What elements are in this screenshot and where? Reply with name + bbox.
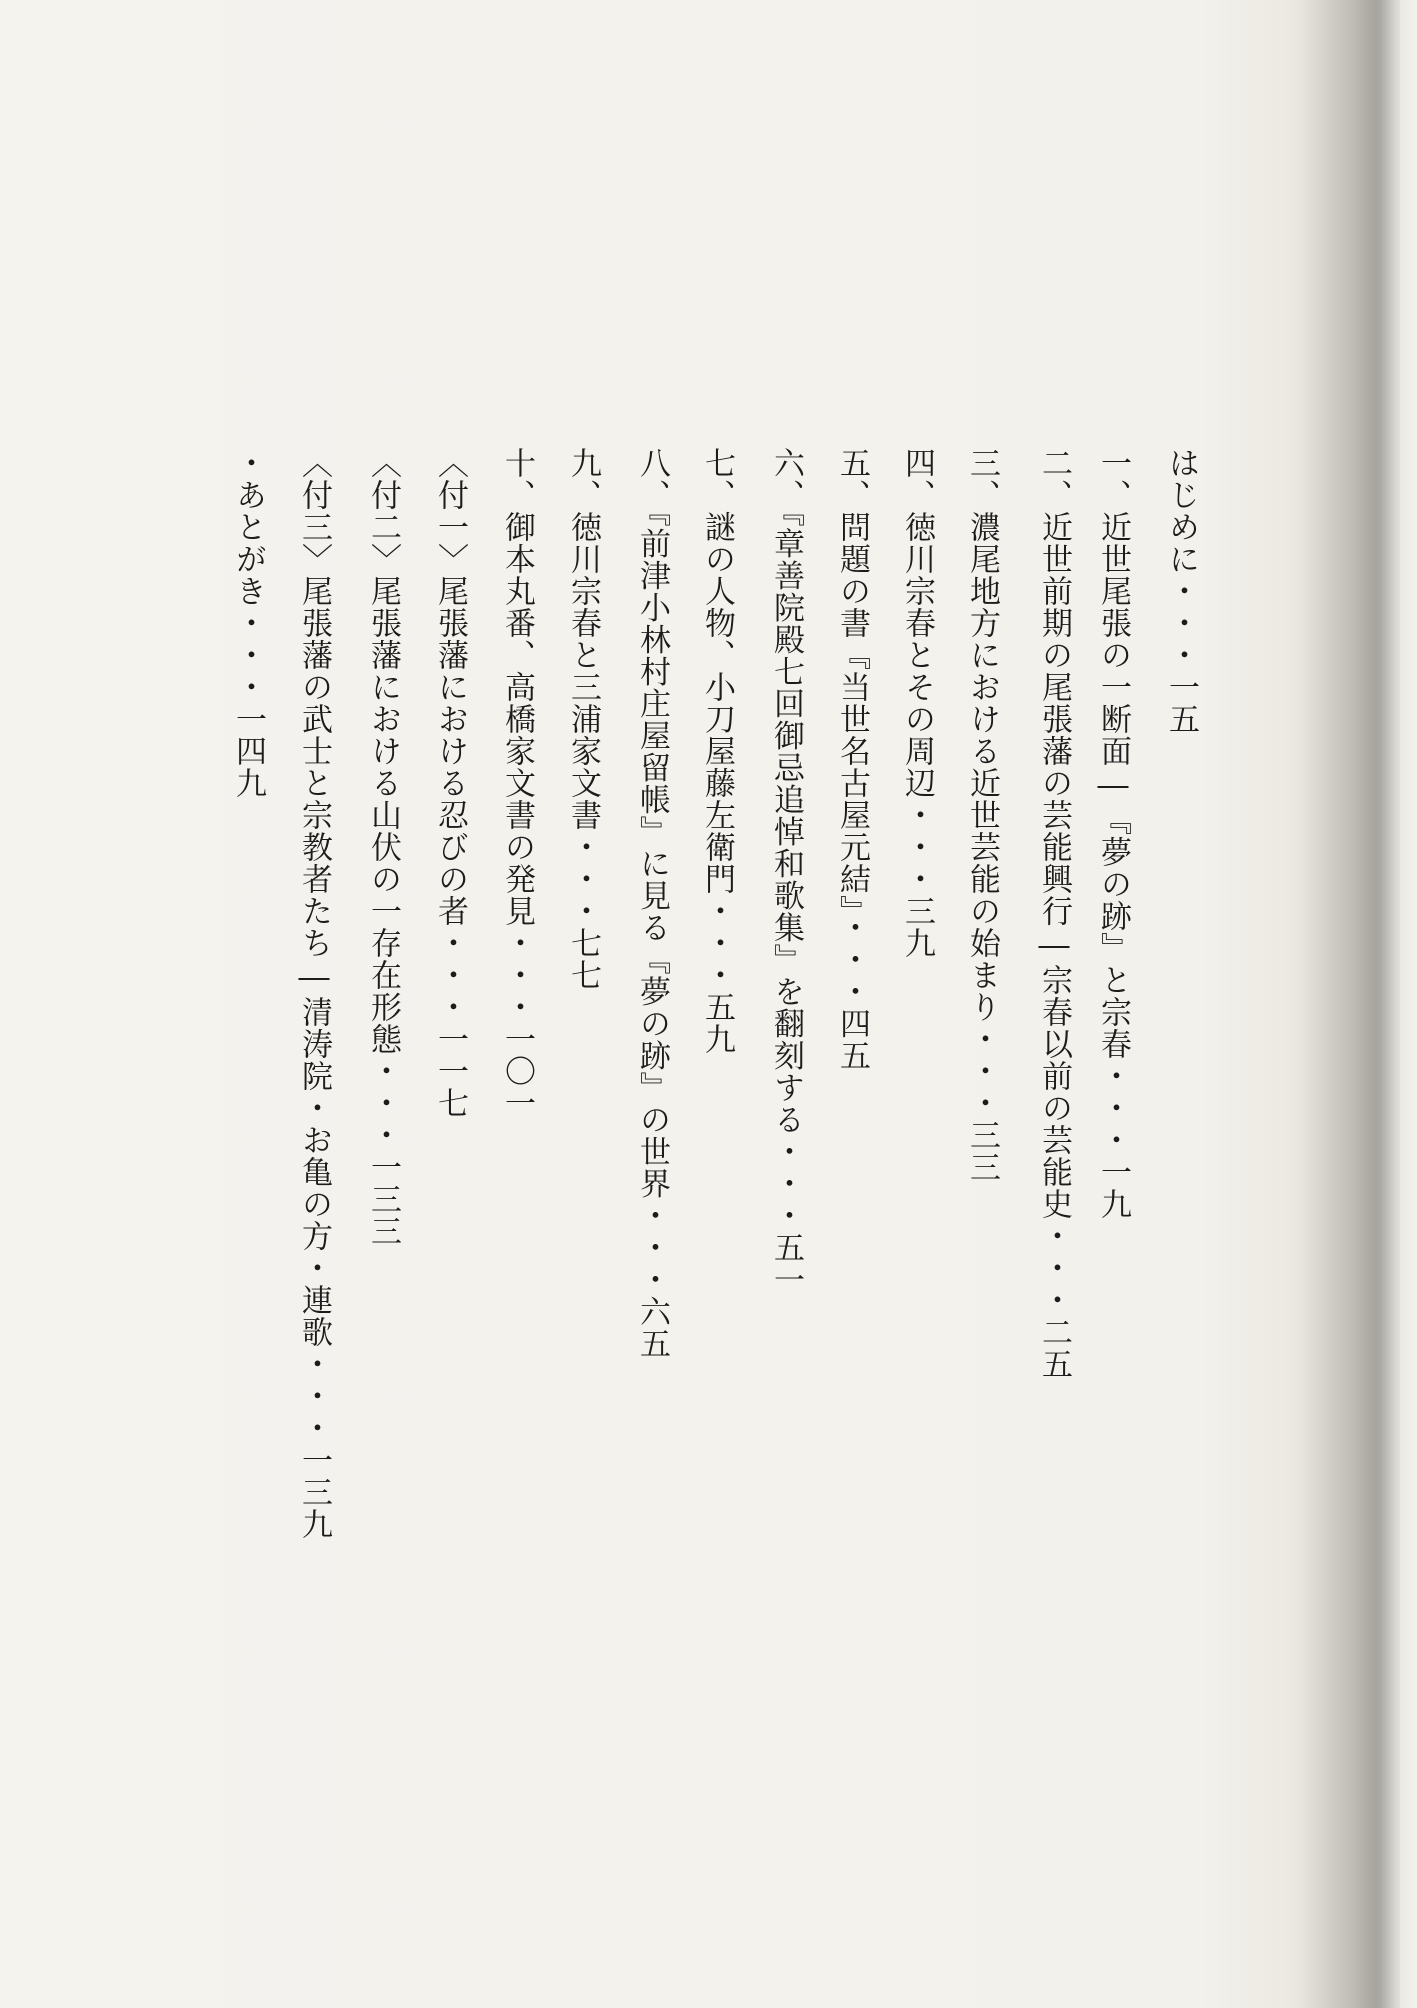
toc-entry-2 (1036, 447, 1072, 1380)
toc-entry-number: 〈付三〉 (296, 447, 332, 575)
toc-entry-title: 濃尾地方における近世芸能の始まり・・・三三 (964, 511, 1000, 1183)
toc-entry-title: 『前津小林村庄屋留帳』に見る『夢の跡』の世界・・・六五 (634, 511, 670, 1360)
toc-entry-number: 十、 (499, 447, 535, 511)
toc-entry-number: 二、 (1036, 447, 1072, 511)
toc-entry-title: 徳川宗春と三浦家文書・・・七七 (565, 511, 601, 991)
toc-entry-title: 『章善院殿七回御忌追悼和歌集』を翻刻する・・・五一 (768, 511, 804, 1296)
toc-entry-title: 徳川宗春とその周辺・・・三九 (899, 511, 935, 959)
toc-entry-number: 〈付一〉 (432, 447, 468, 575)
toc-entry-title: 尾張藩における山伏の一存在形態・・・一三三 (365, 575, 401, 1247)
toc-entry-appendix-3 (296, 447, 332, 1540)
toc-entry-9 (565, 447, 601, 991)
toc-entry-7 (699, 447, 735, 1055)
toc-entry-3 (964, 447, 1000, 1183)
toc-entry-title: 尾張藩における忍びの者・・・一一七 (432, 575, 468, 1119)
toc-entry-number: 一、 (1095, 447, 1131, 511)
toc-entry-number: 五、 (834, 447, 870, 511)
toc-entry-title: 近世尾張の一断面―『夢の跡』と宗春・・・一九 (1095, 511, 1131, 1220)
toc-entry-5 (834, 447, 870, 1072)
toc-entry-title: 近世前期の尾張藩の芸能興行―宗春以前の芸能史・・・二五 (1036, 511, 1072, 1380)
toc-entry-title: 謎の人物、小刀屋藤左衛門・・・五九 (699, 511, 735, 1055)
toc-entry-4 (899, 447, 935, 959)
toc-entry-afterword (230, 447, 266, 799)
toc-entry-number: 七、 (699, 447, 735, 511)
toc-entry-number: 九、 (565, 447, 601, 511)
toc-entry-title: 尾張藩の武士と宗教者たち―清涛院・お亀の方・連歌・・・一三九 (296, 575, 332, 1540)
toc-entry-title: はじめに・・・一五 (1163, 447, 1199, 735)
toc-entry-10 (499, 447, 535, 1119)
toc-entry-number: 四、 (899, 447, 935, 511)
toc-entry-number: ・ (230, 447, 266, 479)
toc-entry-number: 〈付二〉 (365, 447, 401, 575)
toc-entry-title: 御本丸番、高橋家文書の発見・・・一〇一 (499, 511, 535, 1119)
toc-entry-appendix-2 (365, 447, 401, 1247)
toc-entry-8 (634, 447, 670, 1360)
toc-entry-title: 問題の書『当世名古屋元結』・・・四五 (834, 511, 870, 1072)
toc-entry-number: 八、 (634, 447, 670, 511)
toc-entry-1 (1095, 447, 1131, 1220)
toc-entry-intro (1163, 447, 1199, 735)
toc-entry-number: 六、 (768, 447, 804, 511)
toc-entry-number: 三、 (964, 447, 1000, 511)
toc-entry-6 (768, 447, 804, 1296)
toc-entry-title: あとがき・・・一四九 (230, 479, 266, 799)
toc-entry-appendix-1 (432, 447, 468, 1119)
